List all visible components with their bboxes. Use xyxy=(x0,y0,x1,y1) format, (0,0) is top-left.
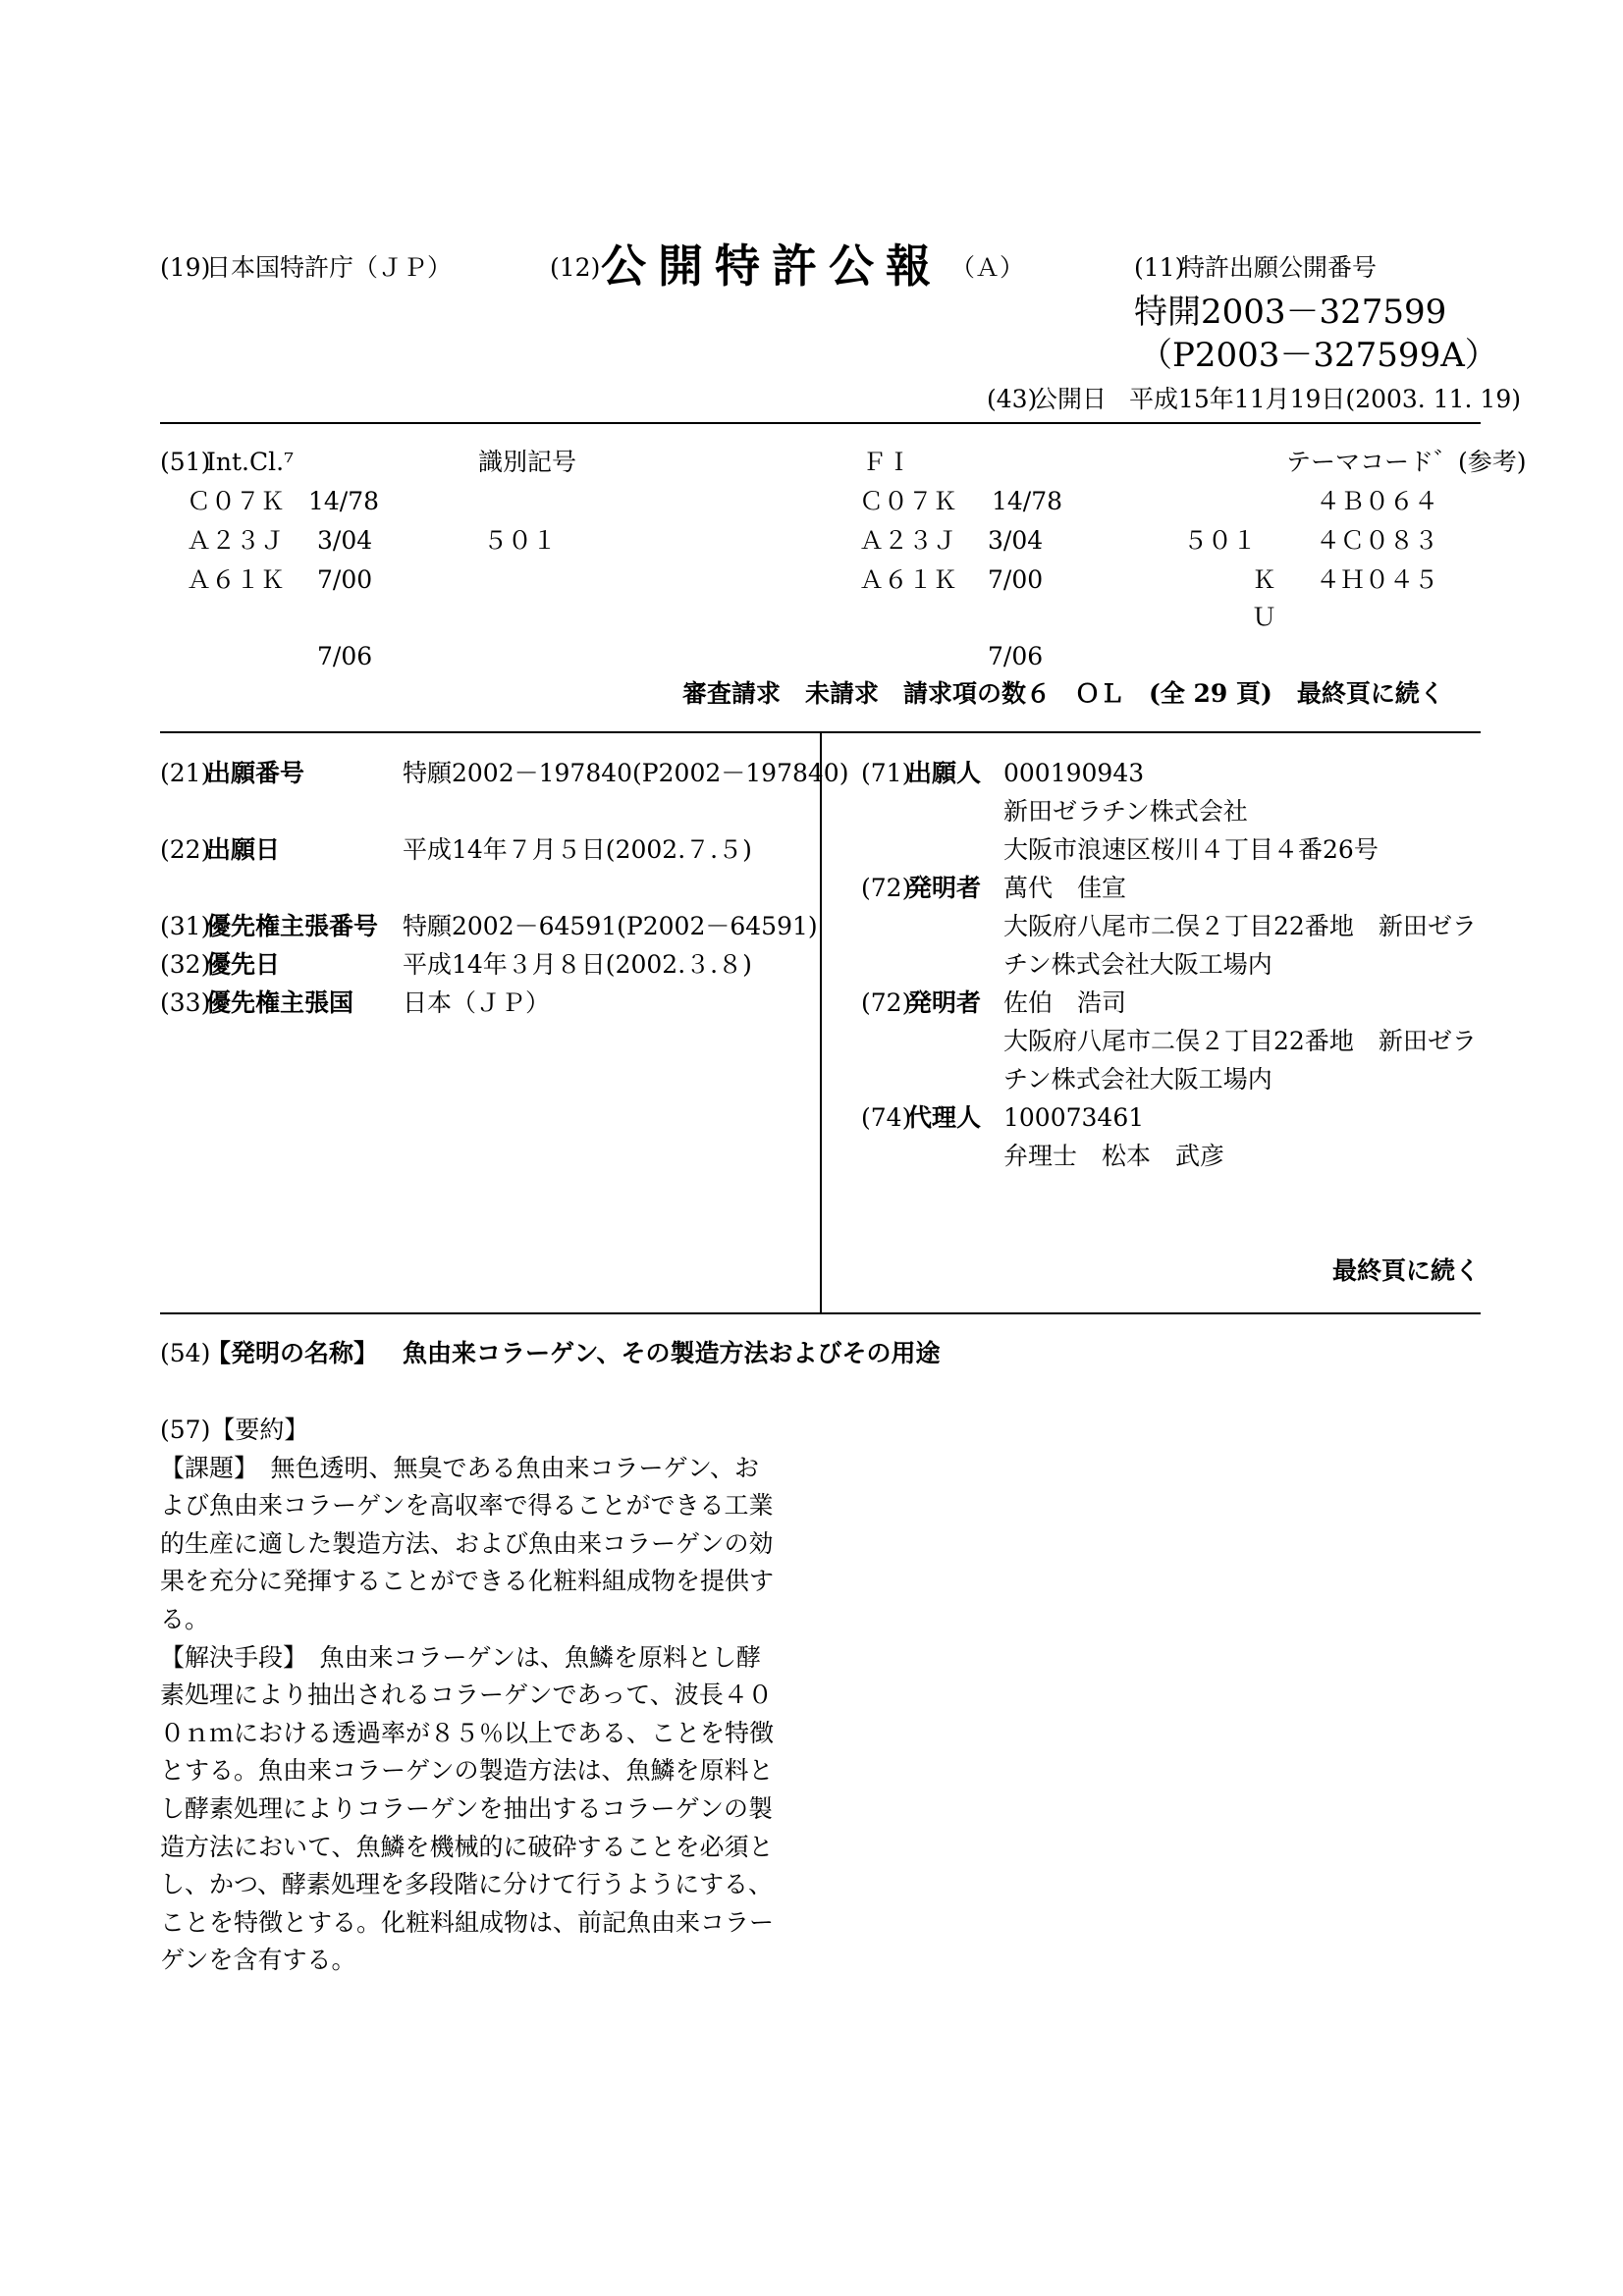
bib-code: (33) xyxy=(160,988,211,1017)
abstract-line: し酵素処理によりコラーゲンを抽出するコラーゲンの製 xyxy=(160,1793,774,1823)
abstract-line: る。 xyxy=(160,1604,210,1633)
pub-date-code: (43) xyxy=(987,385,1038,413)
bib-value: 特願2002－197840(P2002－197840) xyxy=(403,759,849,787)
rule-top xyxy=(160,422,1481,424)
fi-cls: Ａ２３Ｊ xyxy=(859,526,958,555)
agent-number: 100073461 xyxy=(1003,1103,1145,1132)
class-grp: 7/06 xyxy=(317,642,373,670)
bib-code: (22) xyxy=(160,835,211,864)
abstract-line: よび魚由来コラーゲンを高収率で得ることができる工業 xyxy=(160,1491,774,1521)
rule-bottom xyxy=(160,1312,1481,1314)
bib-label: 代理人 xyxy=(907,1103,982,1132)
abstract-line: 果を充分に発揮することができる化粧料組成物を提供す xyxy=(160,1567,775,1596)
bib-value: 日本（ＪＰ） xyxy=(403,988,551,1017)
abstract xyxy=(160,1412,788,1980)
pub-number: 特開2003－327599 xyxy=(1134,293,1447,332)
class-cls: Ｃ０７Ｋ xyxy=(187,487,286,515)
bib-code: (31) xyxy=(160,912,211,940)
bib-value: 特願2002－64591(P2002－64591) xyxy=(403,912,818,940)
abstract-line: 【課題】 無色透明、無臭である魚由来コラーゲン、お xyxy=(160,1453,760,1482)
bib-code: (72) xyxy=(861,874,912,902)
bib-value: 平成14年３月８日(2002.３.８) xyxy=(403,950,752,979)
abstract-line: し、かつ、酵素処理を多段階に分けて行うようにする、 xyxy=(160,1870,774,1899)
fi-grp: 14/78 xyxy=(992,487,1063,515)
intcl-label: Int.Cl.⁷ xyxy=(206,448,295,476)
pub-number-code: (11) xyxy=(1134,253,1185,282)
pub-number-alt: （P2003－327599A） xyxy=(1139,336,1498,375)
fi-label: ＦＩ xyxy=(862,448,912,476)
intcl-code: (51) xyxy=(160,448,211,476)
applicant-address: 大阪市浪速区桜川４丁目４番26号 xyxy=(1003,835,1379,864)
abstract-line: 素処理により抽出されるコラーゲンであって、波長４０ xyxy=(160,1681,773,1710)
bib-label: 優先日 xyxy=(206,950,281,979)
theme-code: ４Ｂ０６４ xyxy=(1316,487,1439,515)
class-grp: 3/04 xyxy=(317,526,373,555)
inventor-address: チン株式会社大阪工場内 xyxy=(1003,950,1272,979)
title-code: (54) xyxy=(160,1339,211,1367)
column-divider xyxy=(820,731,822,1312)
office-name: 日本国特許庁（ＪＰ） xyxy=(206,253,453,282)
class-grp: 14/78 xyxy=(308,487,380,515)
bib-label: 出願日 xyxy=(206,835,281,864)
bib-code: (32) xyxy=(160,950,211,979)
pub-date: 平成15年11月19日(2003. 11. 19) xyxy=(1129,385,1521,413)
fi-id-symbol: Ｋ xyxy=(1252,565,1277,594)
theme-code-label: テーマコード゛(参考) xyxy=(1286,448,1527,476)
applicant-number: 000190943 xyxy=(1003,759,1145,787)
fi-cls: Ｃ０７Ｋ xyxy=(859,487,958,515)
abstract-line: 的生産に適した製造方法、および魚由来コラーゲンの効 xyxy=(160,1528,774,1558)
doc-kind: （Ａ） xyxy=(950,253,1025,282)
invention-title: 魚由来コラーゲン、その製造方法およびその用途 xyxy=(403,1339,941,1367)
class-grp: 7/00 xyxy=(317,565,373,594)
bib-label: 優先権主張番号 xyxy=(206,912,379,940)
id-symbol-label: 識別記号 xyxy=(478,448,577,476)
abstract-line: とする。魚由来コラーゲンの製造方法は、魚鱗を原料と xyxy=(160,1756,774,1786)
doc-type-title: 公開特許公報 xyxy=(601,240,943,293)
bib-code: (21) xyxy=(160,759,211,787)
bib-label: 出願人 xyxy=(907,759,982,787)
pub-number-label: 特許出願公開番号 xyxy=(1180,253,1378,282)
bib-label: 発明者 xyxy=(907,874,982,902)
inventor-address: 大阪府八尾市二俣２丁目22番地 新田ゼラ xyxy=(1003,912,1477,940)
bib-value: 平成14年７月５日(2002.７.５) xyxy=(403,835,752,864)
bib-label: 発明者 xyxy=(907,988,982,1017)
inventor-name: 佐伯 浩司 xyxy=(1003,988,1127,1017)
class-id-symbol: ５０１ xyxy=(483,526,558,555)
abstract-heading: (57)【要約】 xyxy=(160,1415,309,1444)
theme-code: ４Ｃ０８３ xyxy=(1316,526,1439,555)
continued-note: 最終頁に続く xyxy=(1332,1256,1481,1285)
fi-grp: 7/00 xyxy=(988,565,1044,594)
abstract-line: ０ｎｍにおける透過率が８５％以上である、ことを特徴 xyxy=(160,1718,775,1747)
pub-date-label: 公開日 xyxy=(1033,385,1108,413)
fi-grp: 7/06 xyxy=(988,642,1044,670)
fi-cls: Ａ６１Ｋ xyxy=(859,565,958,594)
class-cls: Ａ２３Ｊ xyxy=(187,526,286,555)
inventor-address: チン株式会社大阪工場内 xyxy=(1003,1065,1272,1094)
fi-id-symbol: Ｕ xyxy=(1252,603,1277,631)
bib-code: (72) xyxy=(861,988,912,1017)
exam-request-line: 審査請求 未請求 請求項の数６ ＯＬ (全 29 頁) 最終頁に続く xyxy=(682,679,1444,708)
bib-code: (71) xyxy=(861,759,912,787)
abstract-line: 造方法において、魚鱗を機械的に破砕することを必須と xyxy=(160,1832,774,1861)
doc-type-code: (12) xyxy=(550,253,601,282)
bib-code: (74) xyxy=(861,1103,912,1132)
theme-code: ４Ｈ０４５ xyxy=(1316,565,1439,594)
agent-name: 弁理士 松本 武彦 xyxy=(1003,1142,1225,1170)
title-label: 【発明の名称】 xyxy=(206,1339,379,1367)
applicant-name: 新田ゼラチン株式会社 xyxy=(1003,797,1248,826)
fi-grp: 3/04 xyxy=(988,526,1044,555)
bib-label: 出願番号 xyxy=(206,759,305,787)
abstract-line: ことを特徴とする。化粧料組成物は、前記魚由来コラー xyxy=(160,1907,775,1937)
abstract-line: 【解決手段】 魚由来コラーゲンは、魚鱗を原料とし酵 xyxy=(160,1642,762,1672)
abstract-line: ゲンを含有する。 xyxy=(160,1946,356,1975)
office-code: (19) xyxy=(160,253,211,282)
fi-id-symbol: ５０１ xyxy=(1183,526,1258,555)
inventor-name: 萬代 佳宣 xyxy=(1003,874,1127,902)
inventor-address: 大阪府八尾市二俣２丁目22番地 新田ゼラ xyxy=(1003,1027,1477,1055)
bib-label: 優先権主張国 xyxy=(206,988,354,1017)
class-cls: Ａ６１Ｋ xyxy=(187,565,286,594)
